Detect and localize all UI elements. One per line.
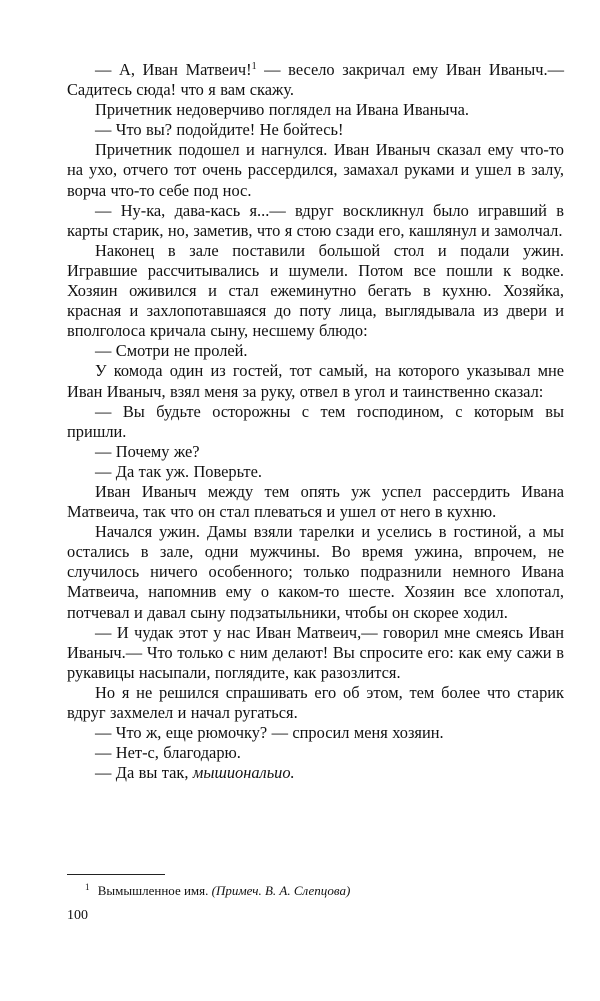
paragraph: — Что ж, еще рюмочку? — спросил меня хозяин. (95, 723, 444, 743)
paragraph: Причетник подошел и нагнулся. Иван Иваныч сказал ему что-то на ухо, отчего тот очень рассердился, замахал руками и ушел в залу, ворча что-то себе под нос. (67, 140, 564, 200)
paragraph: — А, Иван Матвеич!$^1$ — весело закричал ему Иван Иваныч.— Садитесь сюда! что я вам скажу. (67, 60, 565, 100)
footnote-reference: 1 (251, 61, 257, 72)
paragraph: Начался ужин. Дамы взяли тарелки и уселись в гостиной, а мы остались в зале, одни мужчины. Во время ужина, впрочем, не случилось ничего особенного; только подразнили немного Ивана Матвеича, напомнив ему о каком-то шесте. Хозяин все хлопотал, потчевал и давал сыну подзатыльники, чтобы он скорее ходил. (67, 522, 564, 622)
page-number: 100 (67, 908, 88, 923)
paragraph: — Почему же? (95, 441, 200, 461)
paragraph: Причетник недоверчиво поглядел на Ивана Иваныча. (95, 100, 470, 120)
main-text (67, 60, 564, 783)
footnote-divider (67, 874, 165, 875)
italic-word: мышиональио. (192, 763, 295, 783)
paragraph: — Нет-с, благодарю. (95, 743, 241, 763)
paragraph: — Да вы так, мышиональио. (95, 763, 295, 783)
footnote (67, 878, 564, 900)
paragraph: — И чудак этот у нас Иван Матвеич,— говорил мне смеясь Иван Иваныч.— Что только с ним делают! Вы спросите его: как ему сажи в рукавицы насыпали, поглядите, как разозлится. (67, 622, 564, 682)
paragraph: Но я не решился спрашивать его об этом, тем более что старик вдруг захмелел и начал ругаться. (67, 682, 564, 722)
paragraph: Иван Иваныч между тем опять уж успел рассердить Ивана Матвеича, так что он стал плеваться и ушел от него в кухню. (67, 481, 564, 522)
paragraph: — Ну-ка, дава-кась я...— вдруг воскликнул было игравший в карты старик, но, заметив, что я стою сзади его, кашлянул и замолчал. (67, 200, 564, 240)
paragraph: — Что вы? подойдите! Не бойтесь! (95, 120, 344, 140)
footnote-marker: 1 (85, 882, 90, 892)
footnote-text: Вымышленное имя. (97, 883, 209, 898)
paragraph: — Вы будьте осторожны с тем господином, с которым вы пришли. (67, 401, 564, 441)
paragraph: У комода один из гостей, тот самый, на которого указывал мне Иван Иваныч, взял меня за руку, отвел в угол и таинственно сказал: (67, 361, 564, 401)
paragraph: — Да так уж. Поверьте. (95, 461, 262, 481)
footnote-note: (Примеч. В. А. Слепцова) (211, 883, 351, 898)
paragraph: Наконец в зале поставили большой стол и подали ужин. Игравшие рассчитывались и шумели. Потом все пошли к водке. Хозяин оживился и стал ежеминутно бегать в кухню. Хозяйка, красная и захлопотавшаяся до поту лица, выглядывала из двери и вполголоса кричала сыну, несшему блюдо: (67, 240, 564, 341)
paragraph: — Смотри не пролей. (95, 341, 248, 361)
